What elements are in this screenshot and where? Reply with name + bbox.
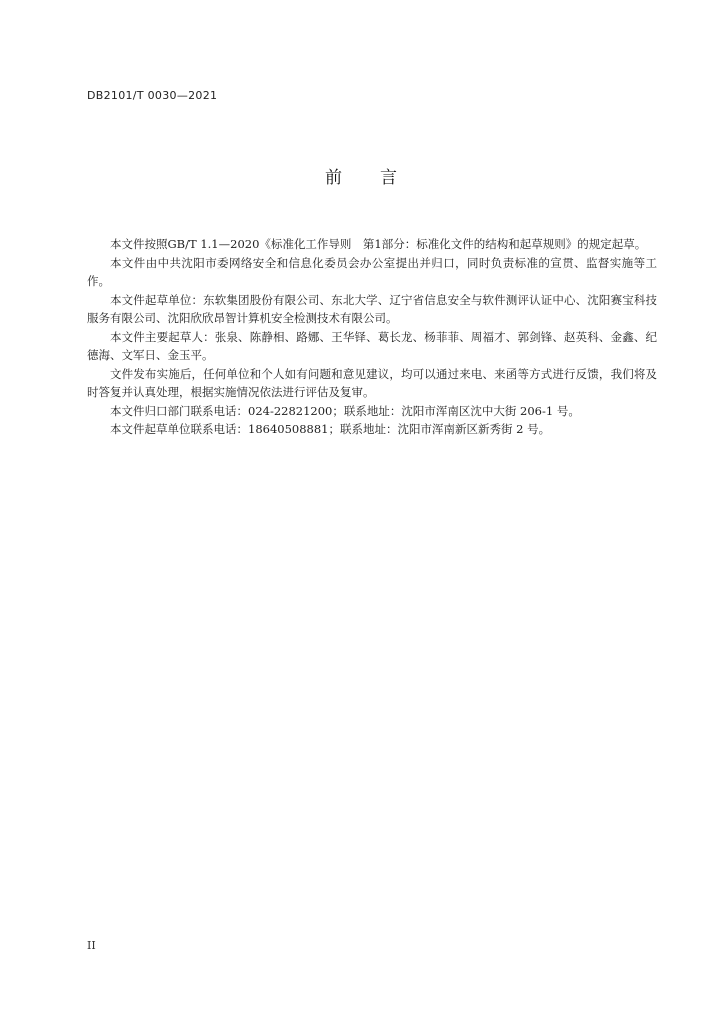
section-title (0, 163, 724, 188)
paragraph-drafting-units: 本文件起草单位：东软集团股份有限公司、东北大学、辽宁省信息安全与软件测评认证中心、沈阳赛宝科技服务有限公司、沈阳欣欣昂智计算机安全检测技术有限公司。 (87, 292, 657, 325)
title-char-1: 前 (325, 168, 344, 188)
paragraph-contact-drafter: 本文件起草单位联系电话：18640508881；联系地址：沈阳市浑南新区新秀街 2 号。 (110, 422, 551, 436)
paragraph-drafting-rules: 本文件按照GB/T 1.1—2020《标准化工作导则 第1部分：标准化文件的结构和起草规则》的规定起草。 (110, 237, 647, 251)
paragraph-feedback: 文件发布实施后，任何单位和个人如有问题和意见建议，均可以通过来电、来函等方式进行反馈，我们将及时答复并认真处理，根据实施情况依法进行评估及复审。 (87, 366, 657, 399)
paragraph-contact-dept: 本文件归口部门联系电话：024-22821200；联系地址：沈阳市浑南区沈中大街 206-1 号。 (110, 403, 580, 418)
paragraph-proposer: 本文件由中共沈阳市委网络安全和信息化委员会办公室提出并归口，同时负责标准的宣贯、监督实施等工作。 (87, 255, 657, 288)
document-code: DB2101/T 0030—2021 (87, 89, 218, 102)
foreword-body (87, 235, 657, 439)
paragraph-drafters: 本文件主要起草人：张泉、陈静相、路娜、王华铎、葛长龙、杨菲菲、周福才、郭剑锋、赵英科、金鑫、纪德海、文军日、金玉平。 (87, 329, 657, 362)
title-char-2: 言 (380, 168, 399, 188)
page-number: II (87, 939, 96, 952)
